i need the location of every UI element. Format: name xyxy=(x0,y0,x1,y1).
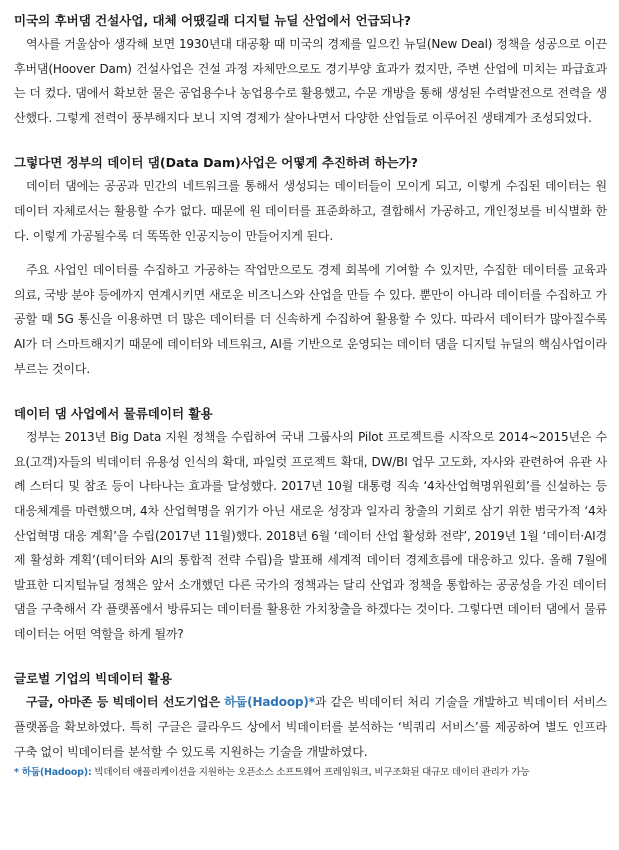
section-heading: 미국의 후버댐 건설사업, 대체 어땠길래 디지털 뉴딜 산업에서 언급되나? xyxy=(14,13,411,28)
hadoop-highlight: 하둡(Hadoop)* xyxy=(224,695,315,710)
footnote-text: 빅데이터 애플리케이션을 지원하는 오픈소스 소프트웨어 프레임워크, 비구조화된 대규모 데이터 관리가 가능 xyxy=(91,767,530,779)
footnote-mark: * 하둡(Hadoop): xyxy=(14,767,92,779)
section-global-bigdata xyxy=(14,670,607,764)
paragraph: 정부는 2013년 Big Data 지원 정책을 수립하여 국내 그룹사의 Pilot 프로젝트를 시작으로 2014~2015년은 수요(고객)자들의 빅데이터 유용성 인식의 확대, 파일럿 프로젝트 확대, DW/BI 업무 고도화, 자사와 관련하여 유관 사례 스터디 및 참조 등이 나타나는 효과를 달성했다. 2017년 10월 대통령 직속 ‘4차산업혁명위원회’를 신설하는 등 대응체계를 마련했으며, 4차 산업혁명을 위기가 아닌 새로운 성장과 일자리 창출의 기회로 삼기 위한 범국가적 ‘4차 산업혁명 대응 계획’을 수립(2017년 11월)했다. 2018년 6월 ‘데이터 산업 활성화 전략’, 2019년 1월 ‘데이터·AI경제 활성화 계획’(데이터와 AI의 통합적 전략 수립)을 발표해 세계적 데이터 경제흐름에 대응하고 있다. 올해 7월에 발표한 디지털뉴딜 정책은 앞서 소개했던 다른 국가의 정책과는 달리 산업과 정책을 통합하는 공공성을 가진 데이터 댐을 구축해서 각 플랫폼에서 방류되는 데이터를 활용한 가치창출을 하겠다는 것이다. 그렇다면 데이터 댐에서 물류데이터는 어떤 역할을 하게 될까? xyxy=(14,430,607,641)
lead-text: 구글, 아마존 등 빅데이터 선도기업은 xyxy=(26,695,221,710)
section-logistics-data xyxy=(14,405,607,646)
paragraph: 데이터 댐에는 공공과 민간의 네트워크를 통해서 생성되는 데이터들이 모이게 되고, 이렇게 수집된 데이터는 원 데이터 자체로서는 활용할 수가 없다. 때문에 원 데이터를 표준화하고, 결합해서 가공하고, 개인정보를 비식별화 한다. 이렇게 가공될수록 더 똑똑한 인공지능이 만들어지게 된다. xyxy=(14,179,607,243)
section-heading: 데이터 댐 사업에서 물류데이터 활용 xyxy=(14,406,213,422)
section-heading: 글로벌 기업의 빅데이터 활용 xyxy=(14,671,172,687)
section-hoover-dam xyxy=(14,12,607,130)
paragraph: 역사를 거울삼아 생각해 보면 1930년대 대공황 때 미국의 경제를 일으킨 뉴딜(New Deal) 정책을 성공으로 이끈 후버댐(Hoover Dam) 건설사업은 건설 과정 자체만으로도 경기부양 효과가 컸지만, 주변 산업에 미치는 파급효과는 더 컸다. 댐에서 확보한 물은 공업용수나 농업용수로 활용했고, 수문 개방을 통해 생성된 수력발전으로 전력을 생산했다. 그렇게 전력이 풍부해지다 보니 지역 경제가 살아나면서 다양한 산업들로 이루어진 생태계가 조성되었다. xyxy=(14,37,607,125)
section-heading: 그렇다면 정부의 데이터 댐(Data Dam)사업은 어떻게 추진하려 하는가? xyxy=(14,155,418,171)
paragraph: 주요 사업인 데이터를 수집하고 가공하는 작업만으로도 경제 회복에 기여할 수 있지만, 수집한 데이터를 교육과 의료, 국방 분야 등에까지 연계시키면 새로운 비즈니스와 산업을 만들 수 있다. 뿐만이 아니라 데이터를 수집하고 가공할 때 5G 통신을 이용하면 더 많은 데이터를 더 신속하게 수집하여 활용할 수 있다. 따라서 데이터가 많아질수록 AI가 더 스마트해지기 때문에 데이터와 네트워크, AI를 기반으로 운영되는 데이터 댐을 디지털 뉴딜의 핵심사업이라 부르는 것이다. xyxy=(14,263,607,376)
footnote xyxy=(14,766,607,780)
paragraph-rest: 과 같은 빅데이터 처리 기술을 개발하고 빅데이터 서비스 플랫폼을 확보하였다. 특히 구글은 클라우드 상에서 빅데이터를 분석하는 ‘빅쿼리 서비스’를 제공하여 별도 인프라 구축 없이 빅데이터를 분석할 수 있도록 지원하는 기술을 개발하였다. xyxy=(14,695,608,759)
section-data-dam xyxy=(14,154,607,381)
paragraph xyxy=(14,690,607,764)
